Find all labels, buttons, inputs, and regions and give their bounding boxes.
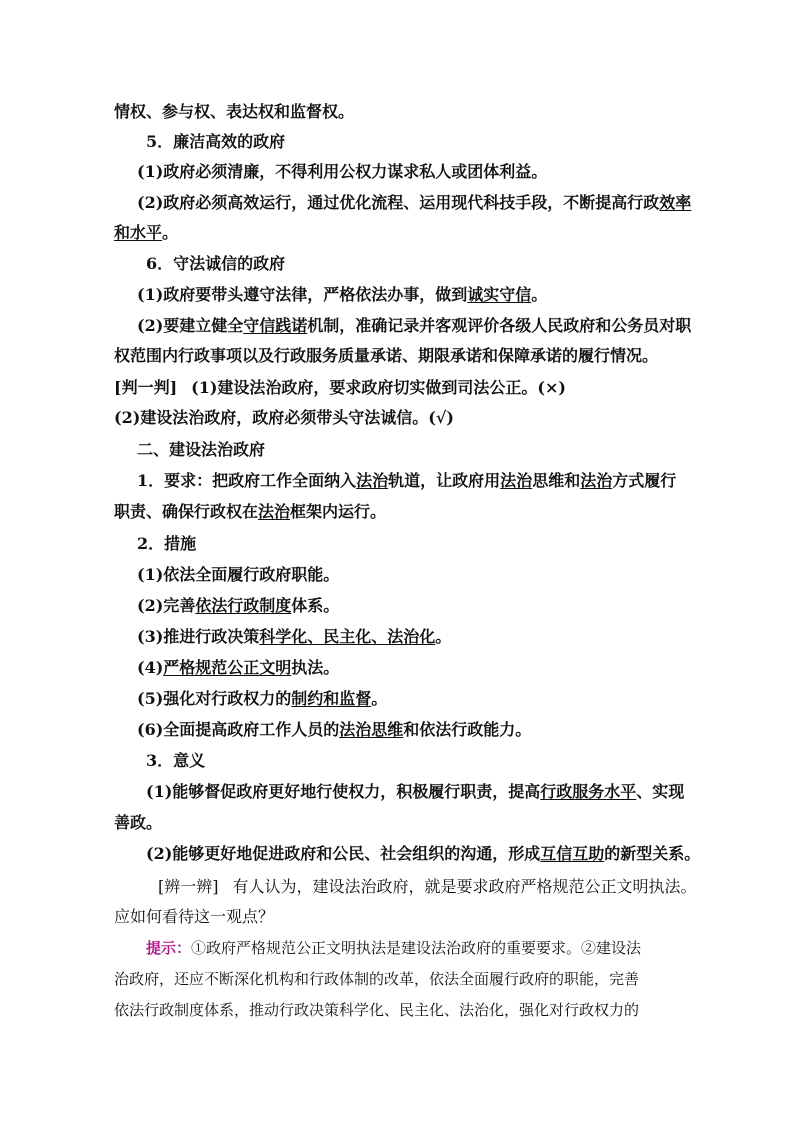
text-span: (2)完善 [137,596,196,615]
underlined-term: 法治思维 [339,720,404,739]
text-line [137,284,547,306]
hint-line [146,937,641,959]
text-span: 。 [531,285,548,304]
underlined-term: 行政服务水平 [540,782,637,801]
text-span: 1．要求：把政府工作全面纳入 [137,471,357,490]
text-span: (6)全面提高政府工作人员的 [137,720,340,739]
text-span: 3．意义 [146,751,206,770]
text-line [137,315,691,337]
section-heading [146,131,285,153]
text-span: 二、建设法治政府 [137,440,266,459]
underlined-term: 和水平 [114,223,163,242]
debate-question [114,906,274,928]
text-span: 职责、确保行政权在 [114,502,259,521]
underlined-term: 诚实守信 [467,285,532,304]
text-span: 和依法行政能力。 [403,720,532,739]
text-line [137,688,387,710]
text-span: (3)推进行政决策 [137,627,260,646]
text-span: 。 [162,223,179,242]
text-span: (1)依法全面履行政府职能。 [137,565,340,584]
hint-line [114,968,639,990]
underlined-term: 互信互助 [540,844,605,863]
text-span: (1)政府必须清廉，不得利用公权力谋求私人或团体利益。 [137,162,548,181]
text-span: 依法行政制度体系，推动行政决策科学化、民主化、法治化，强化对行政权力的 [114,1001,640,1019]
text-span: (2)能够更好地促进政府和公民、社会组织的沟通，形成 [146,844,541,863]
text-span: 的新型关系。 [604,844,701,863]
text-line [137,161,547,183]
underlined-term: 法治 [580,471,613,490]
section-heading [137,533,196,555]
text-line [114,101,354,123]
text-span: 执法。 [291,658,340,677]
text-span: 2．措施 [137,534,197,553]
text-span: (2)建设法治政府，政府必须带头守法诚信。(√) [114,408,454,427]
underlined-term: 法治 [500,471,533,490]
text-span: (1)建设法治政府，要求政府切实做到司法公正。(×) [191,378,566,397]
debate-question [158,876,697,898]
text-span: 5．廉洁高效的政府 [146,132,286,151]
text-span: 机制，准确记录并客观评价各级人民政府和公务员对职 [307,316,692,335]
section-heading [146,253,285,275]
text-span: (1)政府要带头遵守法律，严格依法办事，做到 [137,285,468,304]
underlined-term: 依法行政制度 [195,596,292,615]
text-span: 体系。 [291,596,340,615]
underlined-term: 法治 [258,502,291,521]
text-span: 思维和 [532,471,581,490]
text-span: 框架内运行。 [290,502,387,521]
judge-question [114,377,566,399]
text-line [114,812,162,834]
judge-question [114,407,454,429]
text-span: 权范围内行政事项以及行政服务质量承诺、期限承诺和保障承诺的履行情况。 [114,346,659,365]
text-span: 治政府，还应不断深化机构和行政体制的改革，依法全面履行政府的职能，完善 [114,970,640,988]
hint-line [114,999,639,1021]
underlined-term: 严格规范公正文明 [163,658,292,677]
text-span: 轨道，让政府用 [388,471,501,490]
underlined-term: 法治 [356,471,389,490]
text-span: 。 [435,627,452,646]
underlined-term: 制约和监督 [291,689,372,708]
text-line [114,501,386,523]
text-line [114,222,178,244]
text-span: (2)要建立健全 [137,316,244,335]
text-span: 、实现 [636,782,685,801]
text-line [137,719,531,741]
text-line [137,595,339,617]
text-span: 方式履行 [612,471,677,490]
question-tag: [判一判] [114,378,178,397]
text-span: (4) [137,658,164,677]
text-span: 6．守法诚信的政府 [146,254,286,273]
text-span: (5)强化对行政权力的 [137,689,292,708]
underlined-term: 科学化、民主化、法治化 [259,627,436,646]
text-line [146,843,700,865]
text-span: 有人认为，建设法治政府，就是要求政府严格规范公正文明执法。 [232,877,697,896]
text-span: 情权、参与权、表达权和监督权。 [114,102,355,121]
text-span: 。 [371,689,388,708]
text-line [137,470,676,492]
text-span: (2)政府必须高效运行，通过优化流程、运用现代科技手段，不断提高行政 [137,193,660,212]
text-line [114,345,658,367]
text-line [137,192,691,214]
text-span: (1)能够督促政府更好地行使权力，积极履行职责，提高 [146,782,541,801]
text-line [137,564,339,586]
text-line [146,781,684,803]
text-span: 应如何看待这一观点？ [114,907,275,926]
text-span: ①政府严格规范公正文明执法是建设法治政府的重要要求。②建设法 [191,939,642,957]
underlined-term: 守信践诺 [243,316,308,335]
text-line [137,626,451,648]
section-heading [146,750,205,772]
underlined-term: 效率 [659,193,692,212]
text-line [137,657,339,679]
question-tag: [辨一辨] [158,877,219,896]
text-span: 善政。 [114,813,163,832]
hint-label: 提示： [146,939,192,957]
section-heading [137,439,265,461]
